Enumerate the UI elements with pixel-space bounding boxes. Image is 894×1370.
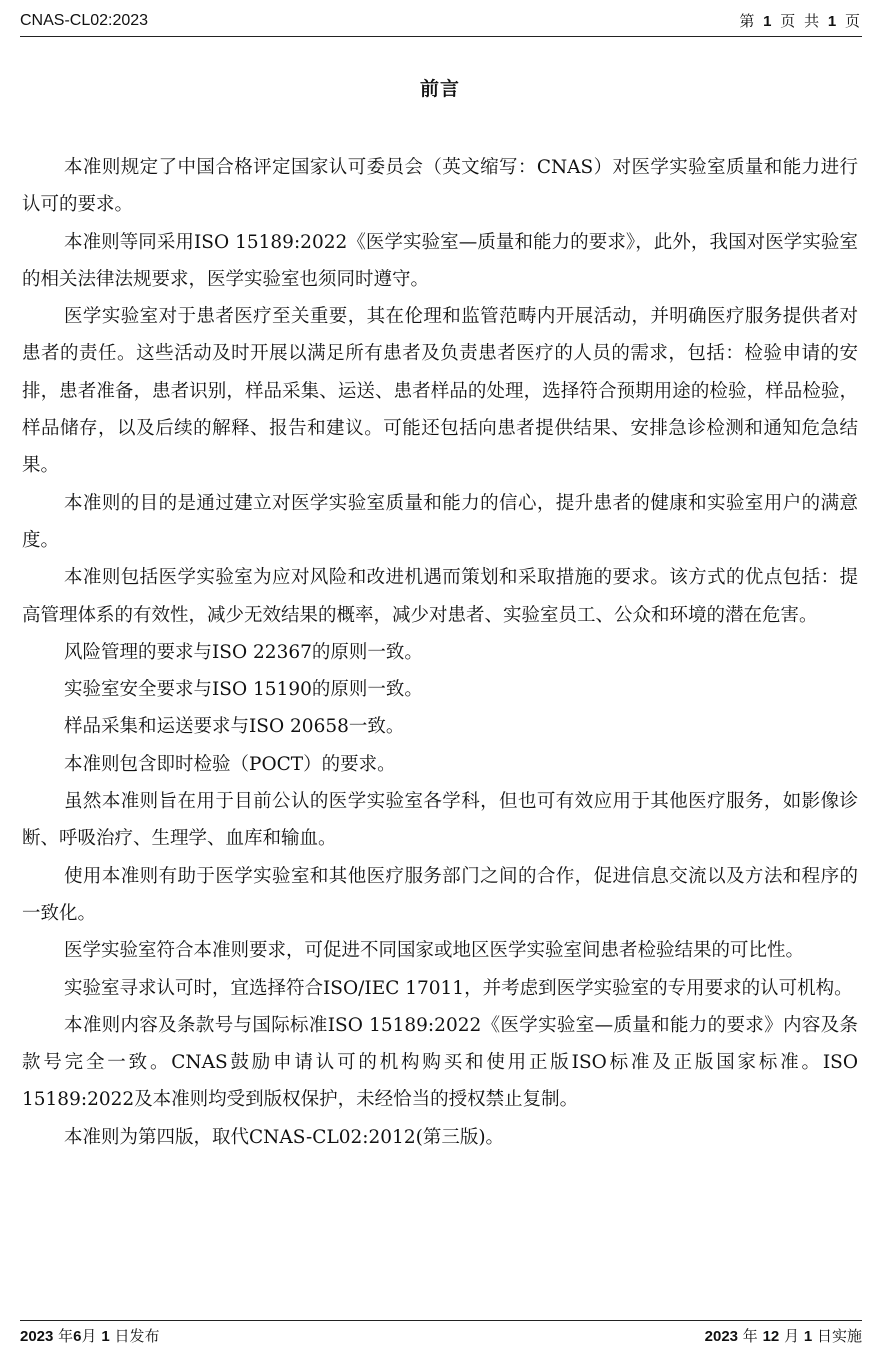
- issue-day: 1: [101, 1328, 110, 1345]
- page-number: [739, 10, 862, 33]
- page-footer: [20, 1320, 862, 1348]
- page-total: 1: [827, 13, 839, 30]
- paragraph: 风险管理的要求与ISO 22367的原则一致。: [64, 641, 423, 663]
- paragraph: 本准则规定了中国合格评定国家认可委员会（英文缩写：CNAS）对医学实验室质量和能力进行认可的要求。: [22, 157, 858, 216]
- paragraph: 本准则的目的是通过建立对医学实验室质量和能力的信心，提升患者的健康和实验室用户的满意度。: [22, 492, 858, 551]
- impl-month: 12: [762, 1328, 780, 1345]
- document-code: CNAS-CL02:2023: [20, 12, 149, 29]
- page-label-prefix: 第: [739, 12, 757, 30]
- issue-year-label: 年: [58, 1327, 74, 1345]
- issue-month-label: 月: [81, 1327, 97, 1345]
- paragraph: 样品采集和运送要求与ISO 20658一致。: [64, 716, 405, 738]
- section-title: 前言: [419, 78, 460, 100]
- paragraph: 医学实验室对于患者医疗至关重要，其在伦理和监管范畴内开展活动，并明确医疗服务提供者对患者的责任。这些活动及时开展以满足所有患者及负责患者医疗的人员的需求，包括：检验申请的安排，患者准备，患者识别，样品采集、运送、患者样品的处理，选择符合预期用途的检验，样品检验，样品储存，以及后续的解释、报告和建议。可能还包括向患者提供结果、安排急诊检测和通知危急结果。: [22, 306, 858, 477]
- impl-month-label: 月: [784, 1327, 800, 1345]
- page-current: 1: [763, 13, 774, 30]
- paragraph: 虽然本准则旨在用于目前公认的医学实验室各学科，但也可有效应用于其他医疗服务，如影像诊断、呼吸治疗、生理学、血库和输血。: [22, 791, 858, 850]
- page-label-middle: 页 共: [780, 12, 822, 30]
- paragraph: 本准则包括医学实验室为应对风险和改进机遇而策划和采取措施的要求。该方式的优点包括：提高管理体系的有效性，减少无效结果的概率，减少对患者、实验室员工、公众和环境的潜在危害。: [22, 567, 858, 626]
- impl-year-label: 年: [742, 1327, 758, 1345]
- paragraph: 使用本准则有助于医学实验室和其他医疗服务部门之间的合作，促进信息交流以及方法和程序的一致化。: [22, 865, 858, 924]
- issue-day-label: 日发布: [114, 1327, 160, 1345]
- paragraph: 实验室寻求认可时，宜选择符合ISO/IEC 17011，并考虑到医学实验室的专用要求的认可机构。: [64, 977, 853, 999]
- implementation-date: [705, 1325, 862, 1348]
- paragraph: 本准则内容及条款号与国际标准ISO 15189:2022《医学实验室—质量和能力的要求》内容及条款号完全一致。CNAS鼓励申请认可的机构购买和使用正版ISO标准及正版国家标准。ISO 15189:2022及本准则均受到版权保护，未经恰当的授权禁止复制。: [22, 1014, 858, 1111]
- paragraph: 本准则等同采用ISO 15189:2022《医学实验室—质量和能力的要求》，此外，我国对医学实验室的相关法律法规要求，医学实验室也须同时遵守。: [22, 231, 858, 290]
- paragraph: 医学实验室符合本准则要求，可促进不同国家或地区医学实验室间患者检验结果的可比性。: [64, 940, 805, 962]
- document-body: [22, 149, 858, 1156]
- paragraph: 本准则为第四版，取代CNAS-CL02:2012(第三版)。: [64, 1126, 505, 1148]
- impl-day: 1: [803, 1328, 813, 1345]
- page-label-suffix: 页: [844, 12, 862, 30]
- impl-year: 2023: [704, 1328, 739, 1345]
- issue-date: [20, 1325, 159, 1348]
- page-header: [20, 10, 862, 37]
- issue-year: 2023: [20, 1328, 54, 1345]
- issue-month: 6: [73, 1328, 82, 1345]
- paragraph: 本准则包含即时检验（POCT）的要求。: [64, 753, 396, 775]
- impl-day-label: 日实施: [816, 1327, 862, 1345]
- paragraph: 实验室安全要求与ISO 15190的原则一致。: [64, 679, 423, 701]
